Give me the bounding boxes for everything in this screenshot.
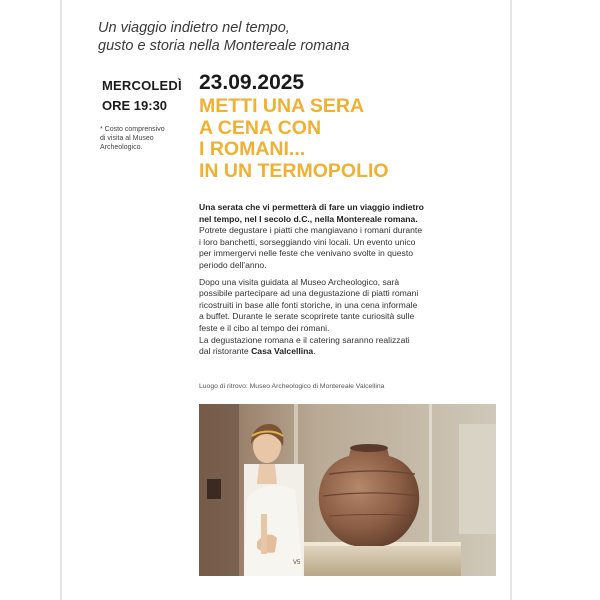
details-line: ricostruiti in base alle fonti storiche, in una cena informale [199,299,418,310]
cost-note [100,125,190,152]
museum-photo [199,404,496,576]
page-shadow-right [510,0,512,600]
event-headline [199,96,499,182]
intro-bold-line: nel tempo, nel I secolo d.C., nella Montereale romana. [199,213,418,224]
headline-line: METTI UNA SERA [199,95,365,117]
headline-line: I ROMANI... [199,138,306,160]
catering-line [199,346,504,358]
cost-note-line: Archeologico. [100,144,143,151]
intro-line: i loro banchetti, sorseggiando vini locali. Un evento unico [199,236,416,247]
catering-prefix: dal ristorante [199,346,252,357]
tagline-line-1: Un viaggio indietro nel tempo, [98,20,290,36]
event-day: MERCOLEDÌ [102,78,182,93]
headline-line: A CENA CON [199,116,322,139]
details-line: feste e il cibo al tempo dei romani. [199,322,330,333]
event-date: 23.09.2025 [199,71,305,94]
details-line: a buffet. Durante le serate scoprirete tante curiosità sulle [199,311,415,322]
details-line: La degustazione romana e il catering saranno realizzati [199,334,410,345]
restaurant-name: Casa Valcellina [251,346,314,357]
intro-bold-line: Una serata che vi permetterà di fare un viaggio indietro [199,202,424,212]
intro-line: Potrete degustare i piatti che mangiavano i romani durante [199,225,423,236]
intro-line: per immergervi nelle feste che venivano svolte in questo [199,248,414,259]
svg-text:V5: V5 [293,560,301,566]
cost-note-line: * Costo comprensivo [100,126,165,133]
event-time: ORE 19:30 [102,98,168,113]
cost-note-line: di visita al Museo [100,135,154,142]
tagline [98,19,438,55]
event-description [199,202,504,358]
flyer-page [62,0,509,600]
intro-line: periodo dell'anno. [199,259,267,270]
meeting-point: Luogo di ritrovo: Museo Archeologico di Montereale Valcellina [199,383,385,390]
tagline-line-2: gusto e storia nella Montereale romana [98,38,350,54]
headline-line: IN UN TERMOPOLIO [199,159,389,182]
details-line: Dopo una visita guidata al Museo Archeologico, sarà [199,276,400,287]
catering-suffix: . [313,346,316,357]
details-line: possibile partecipare ad una degustazione di piatti romani [199,288,419,299]
